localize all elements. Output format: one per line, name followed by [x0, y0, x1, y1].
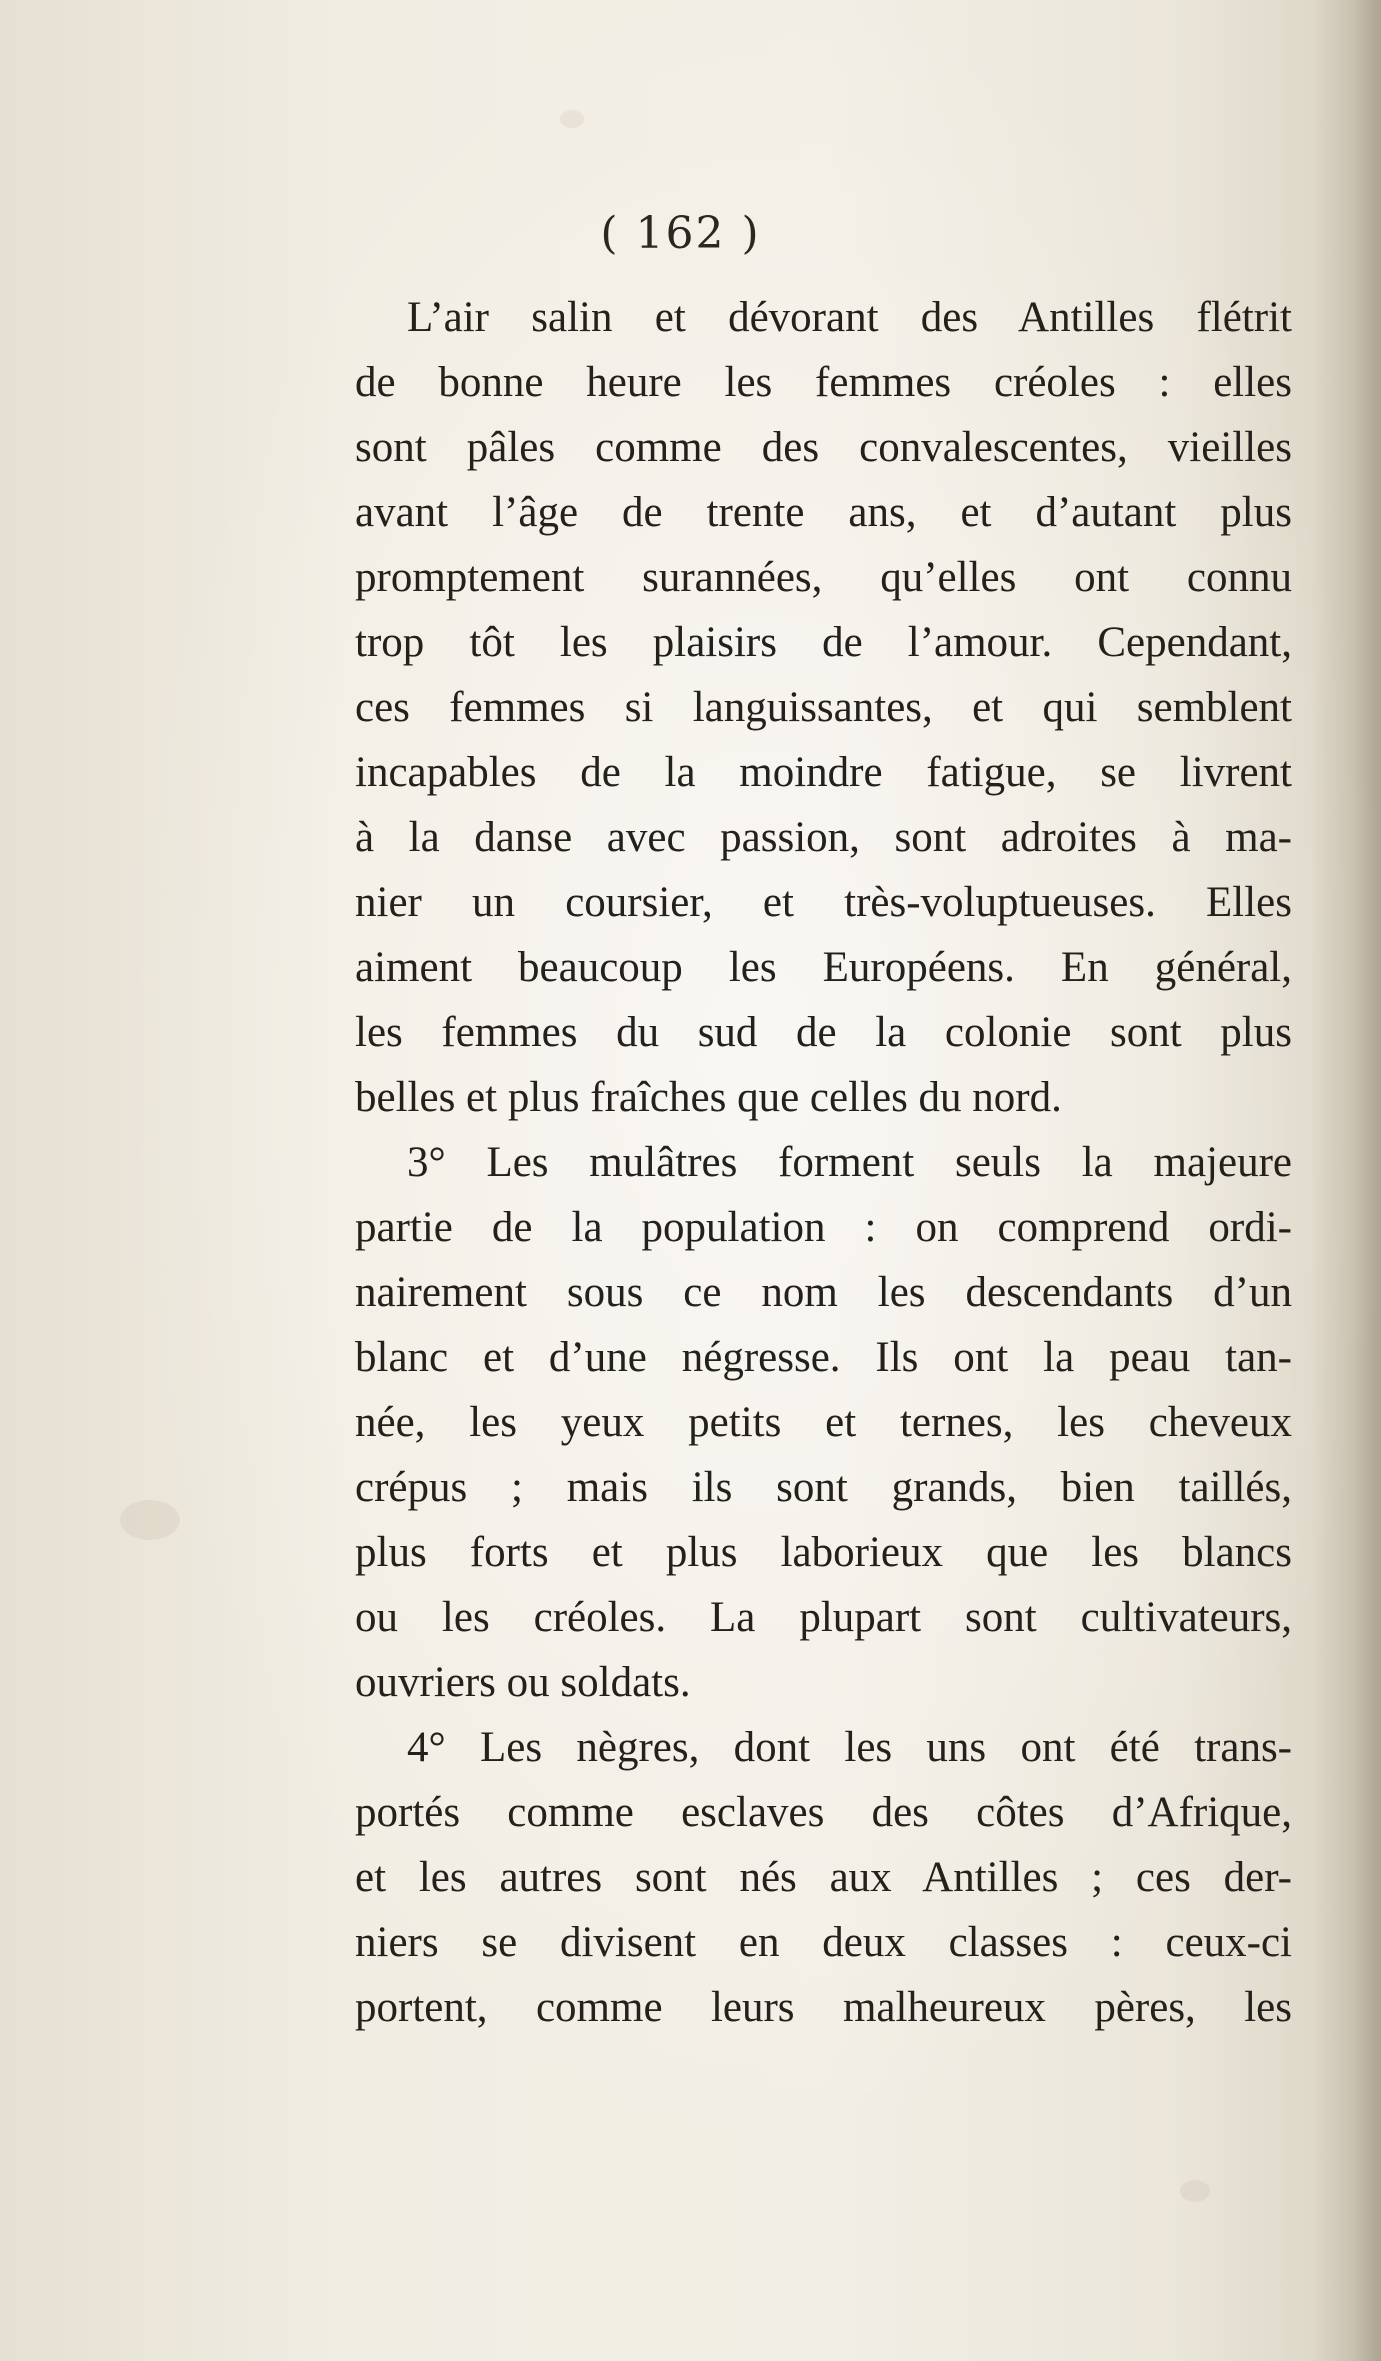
text-line: ces femmes si languissantes, et qui semblent	[355, 684, 1292, 731]
text-line: 4° Les nègres, dont les uns ont été trans-	[407, 1724, 1292, 1771]
text-line: les femmes du sud de la colonie sont plus	[355, 1009, 1292, 1056]
text-line: et les autres sont nés aux Antilles ; ces der-	[355, 1854, 1292, 1901]
text-line: aiment beaucoup les Européens. En général,	[355, 944, 1292, 991]
text-line: 3° Les mulâtres forment seuls la majeure	[407, 1139, 1292, 1186]
text-line: plus forts et plus laborieux que les blancs	[355, 1529, 1292, 1576]
text-line: nairement sous ce nom les descendants d’un	[355, 1269, 1292, 1316]
text-line: avant l’âge de trente ans, et d’autant plus	[355, 489, 1292, 536]
text-line: portés comme esclaves des côtes d’Afrique,	[355, 1789, 1292, 1836]
text-line: portent, comme leurs malheureux pères, les	[355, 1984, 1292, 2031]
text-line: L’air salin et dévorant des Antilles flétrit	[407, 294, 1292, 341]
text-line: crépus ; mais ils sont grands, bien taillés,	[355, 1464, 1292, 1511]
text-line: partie de la population : on comprend ordi-	[355, 1204, 1292, 1251]
text-line: belles et plus fraîches que celles du nord.	[355, 1074, 1062, 1121]
page-edge-shadow	[1311, 0, 1381, 2361]
text-line: blanc et d’une négresse. Ils ont la peau tan-	[355, 1334, 1292, 1381]
text-line: niers se divisent en deux classes : ceux-ci	[355, 1919, 1292, 1966]
paper-stain	[560, 110, 584, 128]
paper-stain	[120, 1500, 180, 1540]
text-line: sont pâles comme des convalescentes, vieilles	[355, 424, 1292, 471]
text-line: ouvriers ou soldats.	[355, 1659, 691, 1706]
text-line: trop tôt les plaisirs de l’amour. Cependant,	[355, 619, 1292, 666]
page-number: ( 162 )	[600, 208, 761, 259]
paper-stain	[1180, 2180, 1210, 2202]
text-line: ou les créoles. La plupart sont cultivateurs,	[355, 1594, 1292, 1641]
text-line: à la danse avec passion, sont adroites à ma-	[355, 814, 1292, 861]
text-line: née, les yeux petits et ternes, les cheveux	[355, 1399, 1292, 1446]
text-line: promptement surannées, qu’elles ont connu	[355, 554, 1292, 601]
text-line: nier un coursier, et très-voluptueuses. Elles	[355, 879, 1292, 926]
text-line: de bonne heure les femmes créoles : elles	[355, 359, 1292, 406]
page-header	[0, 208, 1381, 259]
text-line: incapables de la moindre fatigue, se livrent	[355, 749, 1292, 796]
body-text	[355, 285, 1292, 2040]
